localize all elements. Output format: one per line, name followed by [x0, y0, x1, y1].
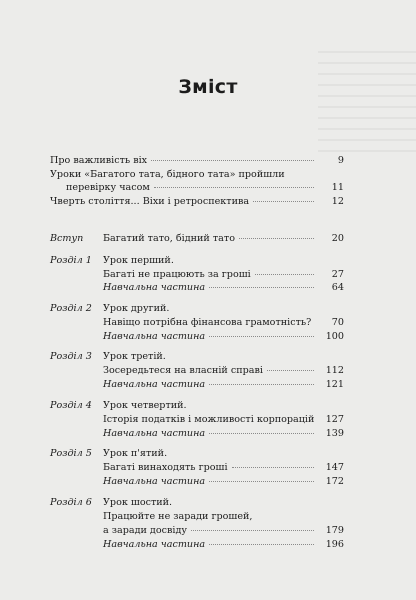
toc-entry	[103, 282, 344, 294]
entry-text: Працюйте не заради грошей,	[103, 511, 253, 522]
page-number: 112	[325, 365, 344, 376]
toc-entry	[66, 182, 344, 194]
leader-dots	[253, 201, 314, 202]
leader-dots	[232, 467, 314, 468]
toc-entry	[103, 414, 344, 426]
entry-text: Багатий тато, бідний тато	[103, 233, 235, 244]
page-number: 27	[331, 269, 344, 280]
toc-entry	[103, 400, 344, 412]
entry-text: Навчальна частина	[103, 539, 206, 550]
leader-dots	[209, 287, 314, 288]
page-number: 196	[325, 539, 344, 550]
toc-entry	[103, 511, 344, 523]
entry-text: Урок четвертий.	[103, 400, 187, 411]
section-label: Вступ	[50, 233, 84, 244]
toc-entry	[103, 351, 344, 363]
toc-entry	[103, 476, 344, 488]
leader-dots	[151, 160, 314, 161]
leader-dots	[255, 274, 314, 275]
page-number: 100	[325, 331, 344, 342]
entry-text: Багаті винаходять гроші	[103, 462, 228, 473]
toc-entry	[103, 233, 344, 245]
page-number: 64	[331, 282, 344, 293]
entry-text: Навчальна частина	[103, 428, 206, 439]
toc-entry	[50, 196, 344, 208]
entry-text: Уроки «Багатого тата, бідного тата» пройшли	[50, 169, 285, 180]
entry-text: Урок третій.	[103, 351, 166, 362]
entry-text: Навчальна частина	[103, 331, 206, 342]
page-number: 121	[325, 379, 344, 390]
toc-entry	[103, 255, 344, 267]
toc-entry	[103, 525, 344, 537]
toc-entry	[103, 379, 344, 391]
leader-dots	[154, 187, 314, 188]
section-label: Розділ 2	[50, 303, 92, 314]
toc-entry	[103, 539, 344, 551]
leader-dots	[191, 530, 314, 531]
toc-entry	[103, 462, 344, 474]
leader-dots	[209, 481, 314, 482]
entry-text: Урок шостий.	[103, 497, 173, 508]
page-number: 11	[331, 182, 344, 193]
entry-text: Про важливість віх	[50, 155, 148, 166]
leader-dots	[209, 384, 314, 385]
leader-dots	[209, 336, 314, 337]
entry-text: перевірку часом	[66, 182, 150, 193]
toc-entry	[103, 331, 344, 343]
toc-entry	[103, 448, 344, 460]
page-number: 139	[325, 428, 344, 439]
entry-text: Історія податків і можливості корпорацій	[103, 414, 315, 425]
toc-entry	[103, 428, 344, 440]
entry-text: Багаті не працюють за гроші	[103, 269, 251, 280]
section-label: Розділ 4	[50, 400, 92, 411]
entry-text: Зосередьтеся на власній справі	[103, 365, 263, 376]
page-number: 179	[325, 525, 344, 536]
page-number: 172	[325, 476, 344, 487]
leader-dots	[209, 433, 314, 434]
entry-text: Навчальна частина	[103, 476, 206, 487]
section-label: Розділ 6	[50, 497, 92, 508]
entry-text: Навчальна частина	[103, 379, 206, 390]
toc-entry	[50, 169, 344, 181]
page-number: 9	[337, 155, 344, 166]
toc-entry	[103, 317, 344, 329]
section-label: Розділ 5	[50, 448, 92, 459]
entry-text: Урок другий.	[103, 303, 170, 314]
page-title: Зміст	[178, 76, 238, 98]
page-number: 12	[331, 196, 344, 207]
page-number: 147	[325, 462, 344, 473]
leader-dots	[239, 238, 314, 239]
entry-text: Навчальна частина	[103, 282, 206, 293]
toc-entry	[50, 155, 344, 167]
leader-dots	[209, 544, 314, 545]
entry-text: Чверть століття... Віхи і ретроспектива	[50, 196, 250, 207]
toc-entry	[103, 303, 344, 315]
leader-dots	[267, 370, 314, 371]
section-label: Розділ 3	[50, 351, 92, 362]
entry-text: Навіщо потрібна фінансова грамотність?	[103, 317, 312, 328]
section-label: Розділ 1	[50, 255, 92, 266]
page-number: 127	[325, 414, 344, 425]
entry-text: а заради досвіду	[103, 525, 188, 536]
entry-text: Урок п'ятий.	[103, 448, 168, 459]
toc-entry	[103, 365, 344, 377]
entry-text: Урок перший.	[103, 255, 174, 266]
toc-entry	[103, 497, 344, 509]
toc-entry	[103, 269, 344, 281]
page-number: 20	[331, 233, 344, 244]
page-number: 70	[331, 317, 344, 328]
